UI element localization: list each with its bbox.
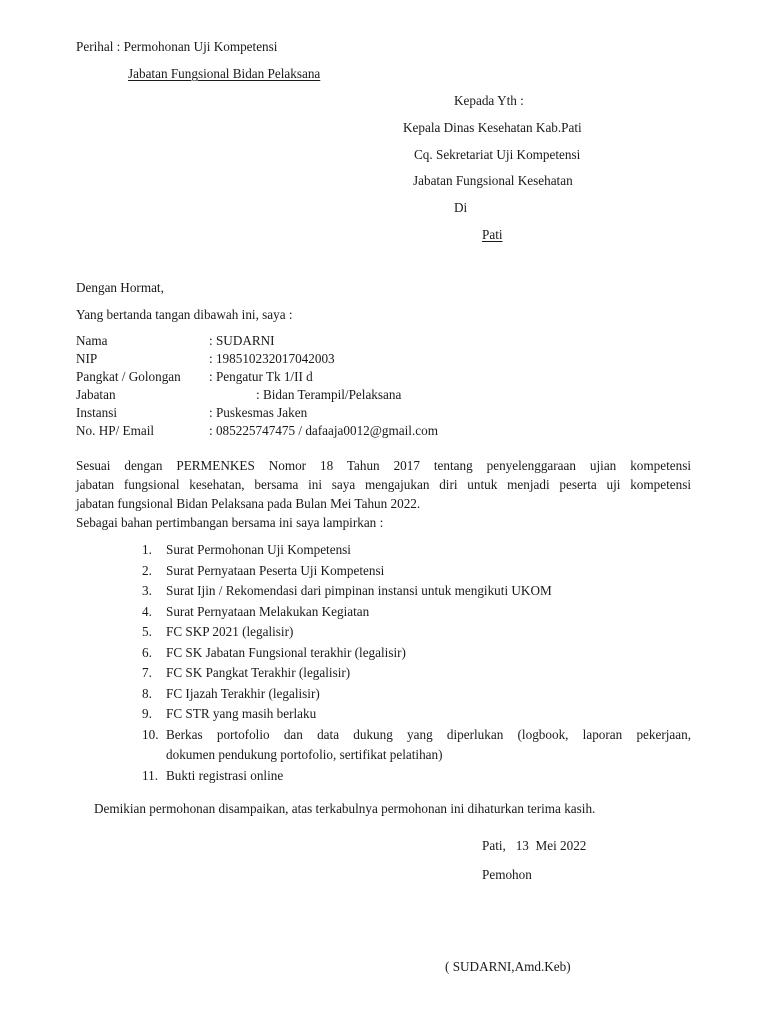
signature-place-date: Pati, 13 Mei 2022 [482, 838, 587, 853]
recipient-city: Pati [482, 227, 503, 242]
list-item: Surat Permohonan Uji Kompetensi [166, 542, 351, 557]
list-item: Surat Ijin / Rekomendasi dari pimpinan instansi untuk mengikuti UKOM [166, 583, 552, 598]
list-item: FC Ijazah Terakhir (legalisir) [166, 686, 320, 701]
list-item-number: 2. [142, 563, 152, 578]
field-value: : SUDARNI [209, 333, 275, 348]
body-line: jabatan fungsional Bidan Pelaksana pada Bulan Mei Tahun 2022. [76, 496, 421, 511]
body-line: jabatan fungsional kesehatan, bersama ini saya mengajukan diri untuk menjadi peserta uji kompetensi [76, 477, 691, 492]
signature-name: ( SUDARNI,Amd.Keb) [445, 959, 571, 974]
list-item-continuation: dokumen pendukung portofolio, sertifikat pelatihan) [166, 747, 443, 762]
field-value: : Puskesmas Jaken [209, 405, 308, 420]
list-item-number: 10. [142, 727, 159, 742]
signature-role: Pemohon [482, 867, 532, 882]
list-item-number: 9. [142, 706, 152, 721]
field-label: Pangkat / Golongan [76, 369, 181, 384]
list-item-number: 1. [142, 542, 152, 557]
recipient-di: Di [454, 200, 468, 215]
recipient-unit: Jabatan Fungsional Kesehatan [413, 173, 573, 188]
field-label: Jabatan [76, 387, 116, 402]
list-item: Bukti registrasi online [166, 768, 284, 783]
intro-text: Yang bertanda tangan dibawah ini, saya : [76, 307, 293, 322]
list-item: FC SKP 2021 (legalisir) [166, 624, 294, 639]
field-value: : 085225747475 / dafaaja0012@gmail.com [209, 423, 438, 438]
list-item-number: 6. [142, 645, 152, 660]
list-item-number: 4. [142, 604, 152, 619]
list-item: Surat Pernyataan Melakukan Kegiatan [166, 604, 370, 619]
list-item: FC SK Pangkat Terakhir (legalisir) [166, 665, 351, 680]
list-item: FC SK Jabatan Fungsional terakhir (legalisir) [166, 645, 406, 660]
field-value: : Pengatur Tk 1/II d [209, 369, 313, 384]
greeting: Dengan Hormat, [76, 280, 164, 295]
field-label: NIP [76, 351, 98, 366]
subject-line: Perihal : Permohonan Uji Kompetensi [76, 39, 278, 54]
list-item-number: 8. [142, 686, 152, 701]
field-label: Instansi [76, 405, 118, 420]
subject-title: Jabatan Fungsional Bidan Pelaksana [128, 66, 321, 81]
list-item: FC STR yang masih berlaku [166, 706, 317, 721]
body-line: Sesuai dengan PERMENKES Nomor 18 Tahun 2017 tentang penyelenggaraan ujian kompetensi [76, 458, 691, 473]
list-item-number: 5. [142, 624, 152, 639]
recipient-salutation: Kepada Yth : [454, 93, 524, 108]
list-item: Berkas portofolio dan data dukung yang diperlukan (logbook, laporan pekerjaan, [166, 727, 691, 742]
list-item-number: 3. [142, 583, 152, 598]
field-label: Nama [76, 333, 108, 348]
field-value: : 198510232017042003 [209, 351, 335, 366]
recipient-cq: Cq. Sekretariat Uji Kompetensi [414, 147, 581, 162]
list-item-number: 7. [142, 665, 152, 680]
attachments-intro: Sebagai bahan pertimbangan bersama ini saya lampirkan : [76, 515, 384, 530]
recipient-name: Kepala Dinas Kesehatan Kab.Pati [403, 120, 582, 135]
list-item-number: 11. [142, 768, 158, 783]
closing-text: Demikian permohonan disampaikan, atas terkabulnya permohonan ini dihaturkan terima kasih. [94, 801, 596, 816]
field-label: No. HP/ Email [76, 423, 155, 438]
field-value: : Bidan Terampil/Pelaksana [256, 387, 402, 402]
list-item: Surat Pernyataan Peserta Uji Kompetensi [166, 563, 385, 578]
